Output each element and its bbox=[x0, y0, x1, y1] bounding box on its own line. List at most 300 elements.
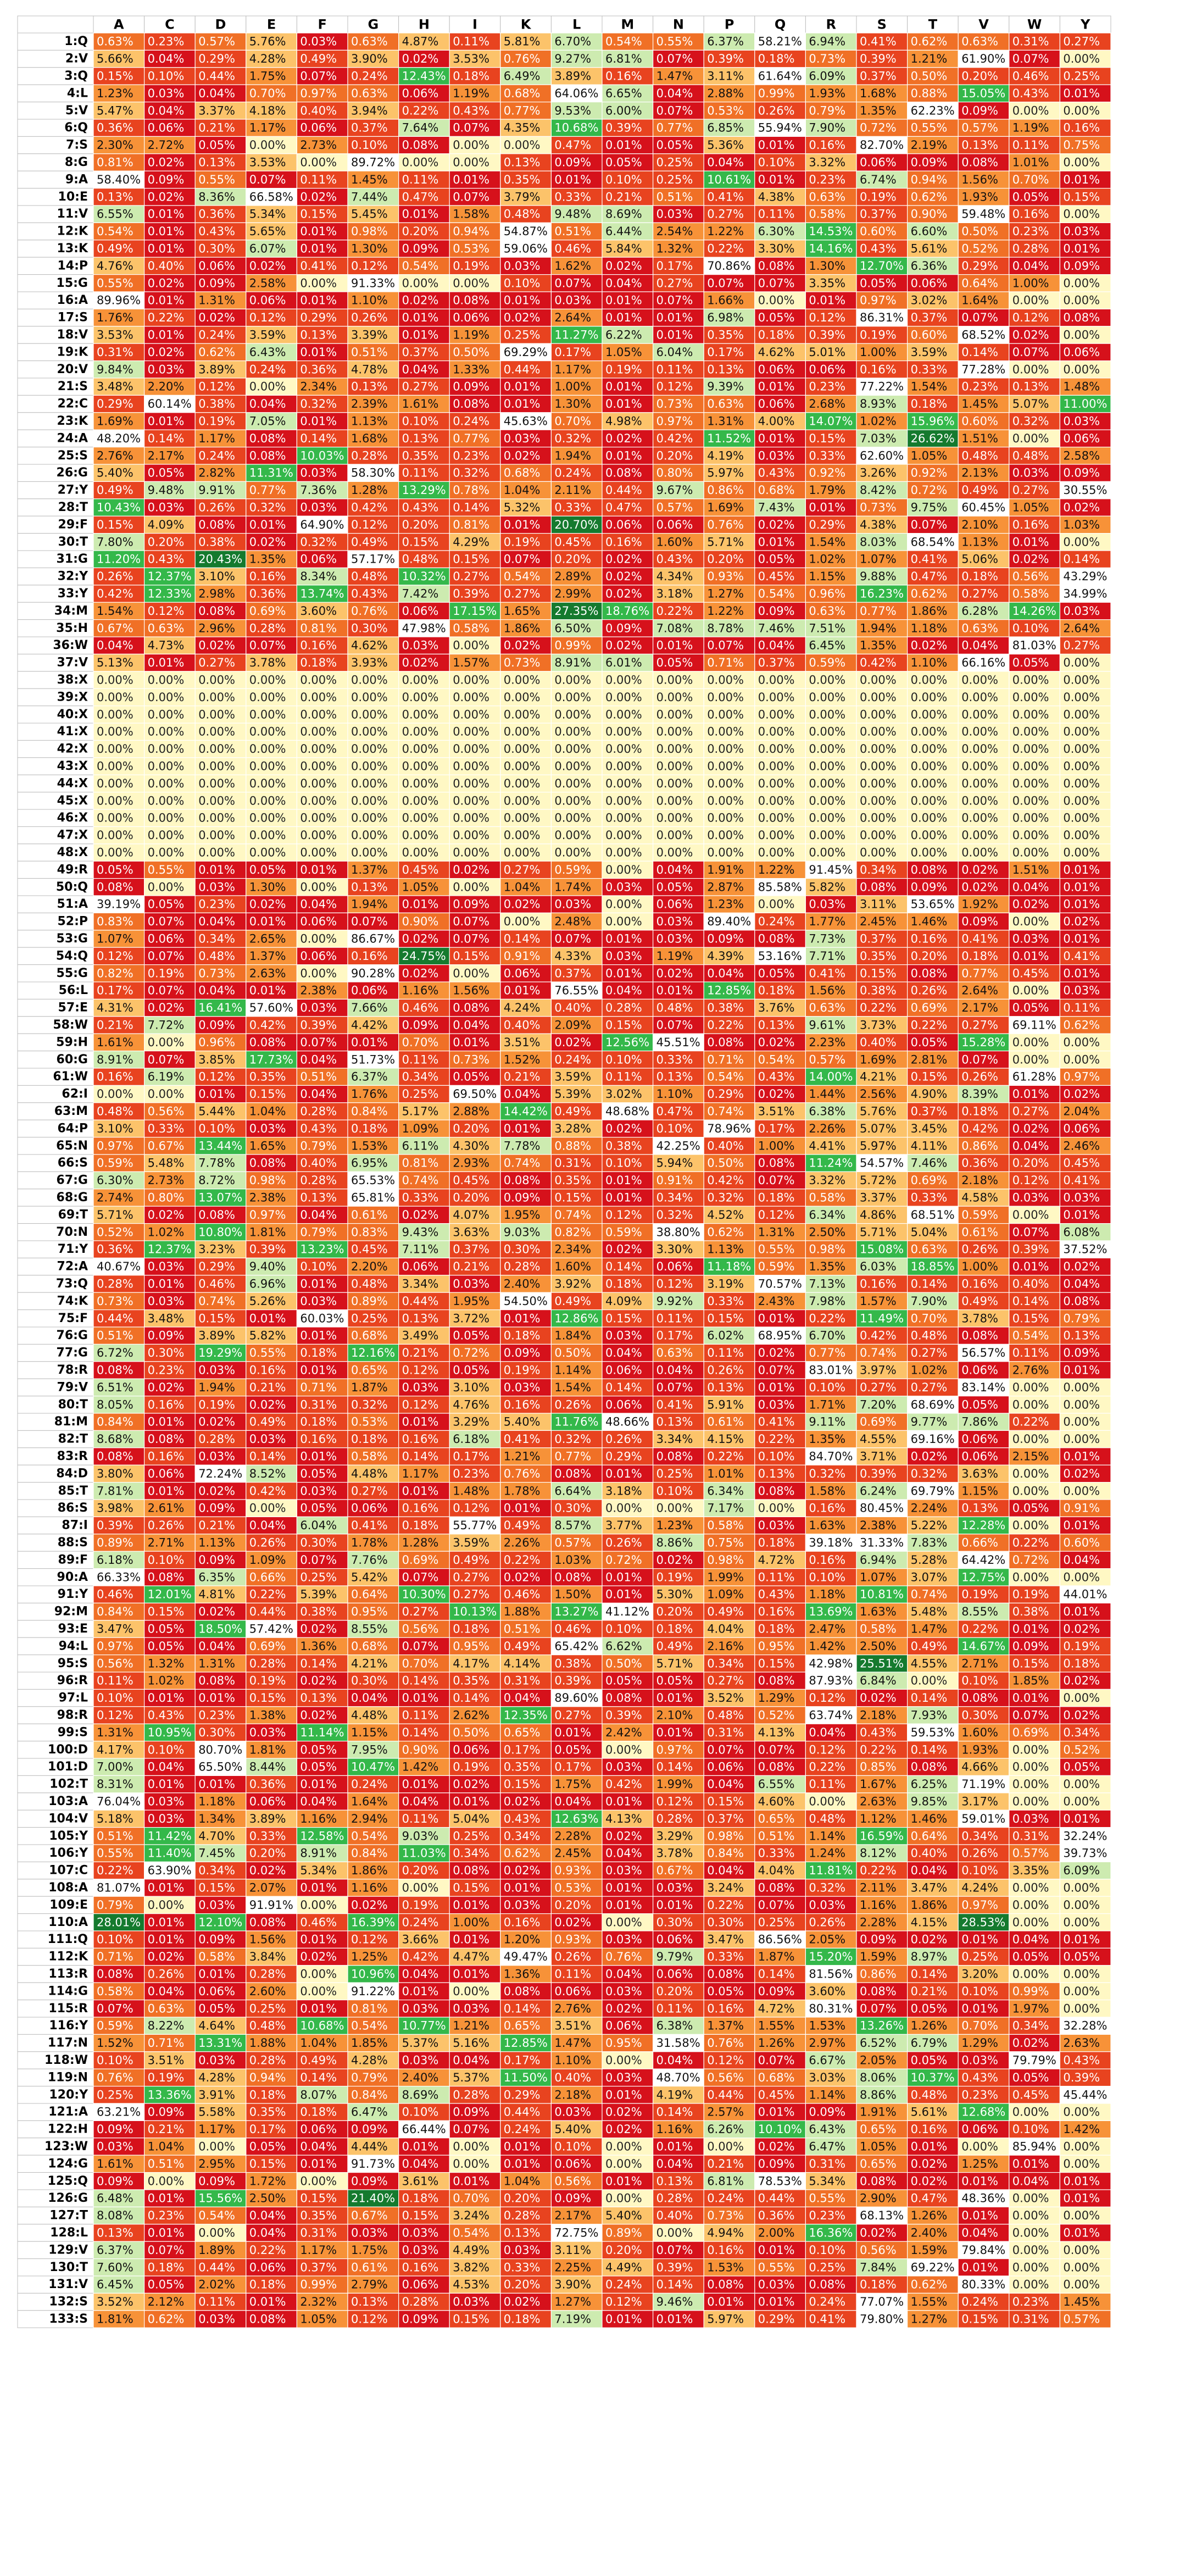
cell-value: 0.75% bbox=[1063, 138, 1100, 152]
cell-value: 0.09% bbox=[148, 1329, 185, 1342]
cell-value: 3.79% bbox=[504, 190, 541, 203]
cell-value: 37.52% bbox=[1063, 1243, 1107, 1256]
cell-value: 3.60% bbox=[300, 604, 337, 618]
cell-value: 0.27% bbox=[961, 587, 998, 601]
cell-value: 0.65% bbox=[758, 1812, 795, 1825]
row-label: 72:A bbox=[57, 1260, 88, 1274]
cell-value: 0.00% bbox=[1063, 208, 1100, 221]
cell-value: 3.59% bbox=[249, 329, 286, 342]
cell-value: 0.05% bbox=[300, 1502, 337, 1515]
cell-value: 0.00% bbox=[758, 794, 795, 807]
cell-value: 0.06% bbox=[860, 156, 897, 169]
cell-value: 0.03% bbox=[656, 208, 693, 221]
cell-value: 0.11% bbox=[402, 1812, 439, 1825]
cell-value: 1.52% bbox=[97, 2036, 133, 2050]
row-label: 103:A bbox=[48, 1795, 88, 1808]
cell-value: 16.23% bbox=[860, 587, 904, 601]
cell-value: 0.96% bbox=[198, 1036, 235, 1049]
cell-value: 0.08% bbox=[758, 1674, 795, 1687]
cell-value: 0.15% bbox=[860, 967, 897, 980]
cell-value: 64.06% bbox=[554, 87, 598, 100]
cell-value: 44.01% bbox=[1063, 1588, 1107, 1601]
cell-value: 0.01% bbox=[809, 294, 845, 307]
cell-value: 0.97% bbox=[656, 415, 693, 428]
cell-value: 0.00% bbox=[148, 846, 185, 859]
cell-value: 1.05% bbox=[1012, 501, 1049, 514]
cell-value: 8.52% bbox=[249, 1467, 286, 1480]
cell-value: 7.64% bbox=[402, 121, 439, 135]
cell-value: 0.07% bbox=[656, 294, 693, 307]
cell-value: 0.09% bbox=[198, 1019, 235, 1032]
cell-value: 0.01% bbox=[504, 518, 541, 531]
cell-value: 0.83% bbox=[351, 1225, 388, 1239]
cell-value: 0.09% bbox=[707, 932, 744, 946]
cell-value: 0.07% bbox=[1012, 1709, 1049, 1722]
cell-value: 1.68% bbox=[860, 87, 897, 100]
cell-value: 0.06% bbox=[554, 1985, 591, 1998]
cell-value: 0.00% bbox=[97, 691, 133, 704]
row-label: 15:G bbox=[57, 276, 88, 290]
cell-value: 1.31% bbox=[198, 1657, 235, 1670]
cell-value: 0.00% bbox=[758, 725, 795, 739]
cell-value: 2.05% bbox=[809, 1933, 845, 1946]
cell-value: 2.05% bbox=[860, 2054, 897, 2067]
row-label: 12:K bbox=[57, 225, 88, 238]
cell-value: 0.70% bbox=[961, 2019, 998, 2033]
cell-value: 0.09% bbox=[198, 1933, 235, 1946]
cell-value: 0.10% bbox=[809, 1570, 845, 1584]
cell-value: 0.43% bbox=[351, 587, 388, 601]
cell-value: 0.22% bbox=[809, 1312, 845, 1325]
cell-value: 0.00% bbox=[1063, 1968, 1100, 1981]
cell-value: 0.55% bbox=[198, 173, 235, 186]
cell-value: 69.50% bbox=[453, 1087, 497, 1101]
cell-value: 0.04% bbox=[707, 1864, 744, 1877]
cell-value: 0.00% bbox=[911, 794, 948, 807]
cell-value: 0.03% bbox=[554, 898, 591, 911]
cell-value: 32.28% bbox=[1063, 2019, 1107, 2033]
cell-value: 0.20% bbox=[402, 1864, 439, 1877]
cell-value: 0.15% bbox=[707, 1795, 744, 1808]
cell-value: 0.30% bbox=[554, 1502, 591, 1515]
cell-value: 0.02% bbox=[148, 1950, 185, 1963]
cell-value: 0.00% bbox=[1063, 812, 1100, 825]
cell-value: 1.54% bbox=[911, 380, 948, 393]
cell-value: 0.02% bbox=[198, 1484, 235, 1497]
cell-value: 0.01% bbox=[758, 138, 795, 152]
cell-value: 5.34% bbox=[300, 1864, 337, 1877]
row-label: 5:V bbox=[65, 104, 88, 118]
cell-value: 0.00% bbox=[1012, 1881, 1049, 1895]
cell-value: 0.34% bbox=[402, 1070, 439, 1084]
cell-value: 3.97% bbox=[860, 1364, 897, 1377]
cell-value: 55.77% bbox=[453, 1519, 497, 1532]
cell-value: 0.00% bbox=[1012, 432, 1049, 445]
cell-value: 0.02% bbox=[605, 639, 642, 652]
cell-value: 8.39% bbox=[961, 1087, 998, 1101]
cell-value: 0.00% bbox=[351, 674, 388, 687]
cell-value: 7.43% bbox=[758, 501, 795, 514]
cell-value: 0.19% bbox=[249, 1674, 286, 1687]
cell-value: 0.83% bbox=[97, 915, 133, 928]
cell-value: 0.20% bbox=[961, 70, 998, 83]
cell-value: 0.05% bbox=[758, 553, 795, 566]
cell-value: 0.00% bbox=[809, 725, 845, 739]
cell-value: 0.20% bbox=[402, 225, 439, 238]
cell-value: 4.64% bbox=[198, 2019, 235, 2033]
row-label: 46:X bbox=[57, 811, 88, 825]
cell-value: 0.05% bbox=[1012, 190, 1049, 203]
cell-value: 0.38% bbox=[707, 1001, 744, 1014]
cell-value: 0.00% bbox=[1063, 760, 1100, 773]
cell-value: 0.12% bbox=[656, 380, 693, 393]
cell-value: 0.56% bbox=[402, 1623, 439, 1636]
cell-value: 0.11% bbox=[656, 2002, 693, 2015]
cell-value: 0.21% bbox=[198, 1519, 235, 1532]
cell-value: 0.16% bbox=[707, 2002, 744, 2015]
cell-value: 0.00% bbox=[656, 1502, 693, 1515]
cell-value: 0.49% bbox=[300, 2054, 337, 2067]
row-label: 109:E bbox=[49, 1898, 88, 1912]
cell-value: 10.61% bbox=[707, 173, 751, 186]
cell-value: 0.27% bbox=[961, 1019, 998, 1032]
cell-value: 1.56% bbox=[809, 984, 845, 997]
cell-value: 0.14% bbox=[249, 1450, 286, 1463]
cell-value: 0.03% bbox=[1012, 1812, 1049, 1825]
cell-value: 0.34% bbox=[860, 863, 897, 876]
cell-value: 0.00% bbox=[605, 812, 642, 825]
cell-value: 1.46% bbox=[911, 1812, 948, 1825]
cell-value: 0.71% bbox=[148, 2036, 185, 2050]
cell-value: 0.77% bbox=[554, 1450, 591, 1463]
cell-value: 0.45% bbox=[351, 1243, 388, 1256]
cell-value: 0.01% bbox=[504, 380, 541, 393]
row-label: 83:R bbox=[57, 1450, 88, 1463]
cell-value: 1.17% bbox=[554, 363, 591, 376]
cell-value: 1.01% bbox=[1012, 156, 1049, 169]
cell-value: 1.19% bbox=[453, 87, 489, 100]
cell-value: 2.76% bbox=[1012, 1364, 1049, 1377]
cell-value: 2.60% bbox=[249, 1985, 286, 1998]
cell-value: 3.72% bbox=[453, 1312, 489, 1325]
cell-value: 6.52% bbox=[860, 2036, 897, 2050]
cell-value: 7.36% bbox=[300, 484, 337, 497]
cell-value: 1.05% bbox=[402, 880, 439, 893]
cell-value: 15.96% bbox=[911, 415, 955, 428]
cell-value: 1.66% bbox=[707, 294, 744, 307]
cell-value: 6.30% bbox=[758, 225, 795, 238]
cell-value: 68.54% bbox=[911, 535, 955, 548]
cell-value: 0.00% bbox=[1012, 794, 1049, 807]
cell-value: 11.49% bbox=[860, 1312, 904, 1325]
cell-value: 5.06% bbox=[961, 553, 998, 566]
cell-value: 11.52% bbox=[707, 432, 751, 445]
cell-value: 0.05% bbox=[1012, 1502, 1049, 1515]
cell-value: 14.67% bbox=[961, 1640, 1005, 1653]
cell-value: 1.25% bbox=[351, 1950, 388, 1963]
cell-value: 0.23% bbox=[198, 1709, 235, 1722]
cell-value: 3.02% bbox=[605, 1087, 642, 1101]
cell-value: 0.38% bbox=[605, 1139, 642, 1152]
cell-value: 0.65% bbox=[504, 1726, 541, 1739]
cell-value: 0.00% bbox=[554, 812, 591, 825]
cell-value: 0.51% bbox=[656, 190, 693, 203]
cell-value: 0.08% bbox=[758, 1157, 795, 1170]
cell-value: 0.82% bbox=[554, 1225, 591, 1239]
cell-value: 9.48% bbox=[554, 208, 591, 221]
cell-value: 0.27% bbox=[707, 208, 744, 221]
cell-value: 0.00% bbox=[198, 742, 235, 756]
cell-value: 0.97% bbox=[961, 1898, 998, 1912]
cell-value: 0.03% bbox=[1012, 932, 1049, 946]
cell-value: 0.07% bbox=[656, 1381, 693, 1394]
cell-value: 0.26% bbox=[554, 1950, 591, 1963]
cell-value: 0.12% bbox=[351, 1933, 388, 1946]
cell-value: 0.26% bbox=[198, 501, 235, 514]
cell-value: 2.73% bbox=[300, 138, 337, 152]
cell-value: 0.54% bbox=[402, 259, 439, 273]
cell-value: 2.15% bbox=[1012, 1450, 1049, 1463]
cell-value: 0.08% bbox=[961, 1691, 998, 1705]
cell-value: 0.01% bbox=[402, 208, 439, 221]
cell-value: 3.30% bbox=[758, 242, 795, 256]
cell-value: 0.04% bbox=[1012, 1933, 1049, 1946]
row-label: 28:T bbox=[58, 501, 88, 514]
cell-value: 0.00% bbox=[860, 674, 897, 687]
cell-value: 0.77% bbox=[453, 432, 489, 445]
cell-value: 0.44% bbox=[402, 1295, 439, 1308]
cell-value: 0.00% bbox=[605, 915, 642, 928]
cell-value: 0.01% bbox=[148, 1484, 185, 1497]
cell-value: 1.36% bbox=[300, 1640, 337, 1653]
cell-value: 1.22% bbox=[707, 225, 744, 238]
cell-value: 12.43% bbox=[402, 70, 446, 83]
cell-value: 60.45% bbox=[961, 501, 1005, 514]
column-header: M bbox=[621, 17, 634, 32]
cell-value: 1.15% bbox=[351, 1726, 388, 1739]
cell-value: 0.04% bbox=[402, 363, 439, 376]
cell-value: 10.13% bbox=[453, 1605, 497, 1618]
cell-value: 45.51% bbox=[656, 1036, 700, 1049]
cell-value: 0.22% bbox=[911, 1019, 948, 1032]
cell-value: 0.23% bbox=[453, 449, 489, 462]
cell-value: 0.77% bbox=[656, 121, 693, 135]
cell-value: 2.45% bbox=[554, 1847, 591, 1860]
cell-value: 5.65% bbox=[249, 225, 286, 238]
row-label: 4:L bbox=[67, 86, 88, 100]
cell-value: 0.31% bbox=[97, 346, 133, 359]
cell-value: 1.02% bbox=[148, 1674, 185, 1687]
cell-value: 1.19% bbox=[1012, 121, 1049, 135]
cell-value: 9.48% bbox=[148, 484, 185, 497]
cell-value: 0.49% bbox=[707, 1605, 744, 1618]
cell-value: 0.84% bbox=[97, 1415, 133, 1429]
cell-value: 7.73% bbox=[809, 932, 845, 946]
cell-value: 0.72% bbox=[860, 121, 897, 135]
cell-value: 0.15% bbox=[1012, 1657, 1049, 1670]
cell-value: 5.07% bbox=[1012, 397, 1049, 410]
cell-value: 0.00% bbox=[707, 846, 744, 859]
cell-value: 0.45% bbox=[1012, 967, 1049, 980]
row-label: 40:X bbox=[57, 708, 88, 721]
column-header: L bbox=[572, 17, 581, 32]
cell-value: 1.78% bbox=[504, 1484, 541, 1497]
cell-value: 1.36% bbox=[504, 1968, 541, 1981]
cell-value: 0.03% bbox=[656, 932, 693, 946]
cell-value: 83.14% bbox=[961, 1381, 1005, 1394]
cell-value: 0.40% bbox=[148, 259, 185, 273]
cell-value: 0.51% bbox=[351, 346, 388, 359]
cell-value: 58.30% bbox=[351, 467, 395, 480]
cell-value: 0.12% bbox=[656, 1278, 693, 1291]
cell-value: 0.08% bbox=[148, 1570, 185, 1584]
cell-value: 0.00% bbox=[656, 760, 693, 773]
cell-value: 0.00% bbox=[1063, 52, 1100, 65]
cell-value: 19.29% bbox=[198, 1346, 242, 1359]
cell-value: 6.64% bbox=[554, 1484, 591, 1497]
cell-value: 5.01% bbox=[809, 346, 845, 359]
cell-value: 8.42% bbox=[860, 484, 897, 497]
cell-value: 0.26% bbox=[605, 1433, 642, 1446]
row-label: 49:R bbox=[57, 863, 88, 876]
cell-value: 0.88% bbox=[911, 87, 948, 100]
cell-value: 0.04% bbox=[198, 1640, 235, 1653]
cell-value: 0.79% bbox=[97, 1898, 133, 1912]
cell-value: 0.37% bbox=[402, 346, 439, 359]
cell-value: 0.00% bbox=[300, 829, 337, 842]
cell-value: 0.03% bbox=[300, 1295, 337, 1308]
cell-value: 1.88% bbox=[504, 1605, 541, 1618]
cell-value: 0.08% bbox=[758, 259, 795, 273]
cell-value: 1.16% bbox=[300, 1812, 337, 1825]
cell-value: 2.81% bbox=[911, 1053, 948, 1066]
cell-value: 0.36% bbox=[198, 208, 235, 221]
cell-value: 0.00% bbox=[351, 742, 388, 756]
cell-value: 2.87% bbox=[707, 880, 744, 893]
cell-value: 69.29% bbox=[504, 346, 548, 359]
cell-value: 0.15% bbox=[453, 950, 489, 963]
column-header: D bbox=[215, 17, 226, 32]
cell-value: 0.15% bbox=[97, 518, 133, 531]
cell-value: 2.50% bbox=[809, 1225, 845, 1239]
cell-value: 6.04% bbox=[300, 1519, 337, 1532]
cell-value: 0.02% bbox=[656, 967, 693, 980]
cell-value: 0.00% bbox=[504, 794, 541, 807]
cell-value: 6.34% bbox=[809, 1208, 845, 1222]
cell-value: 0.00% bbox=[402, 725, 439, 739]
cell-value: 5.84% bbox=[605, 242, 642, 256]
cell-value: 0.00% bbox=[1063, 725, 1100, 739]
cell-value: 1.95% bbox=[453, 1295, 489, 1308]
cell-value: 0.00% bbox=[97, 777, 133, 790]
cell-value: 8.44% bbox=[249, 1761, 286, 1774]
cell-value: 0.28% bbox=[198, 1433, 235, 1446]
cell-value: 0.00% bbox=[1012, 1761, 1049, 1774]
cell-value: 0.02% bbox=[961, 863, 998, 876]
cell-value: 0.99% bbox=[554, 639, 591, 652]
cell-value: 0.55% bbox=[656, 35, 693, 48]
cell-value: 0.43% bbox=[300, 1122, 337, 1135]
cell-value: 7.90% bbox=[911, 1295, 948, 1308]
cell-value: 4.38% bbox=[860, 518, 897, 531]
cell-value: 0.00% bbox=[1012, 777, 1049, 790]
cell-value: 0.20% bbox=[656, 1605, 693, 1618]
cell-value: 0.08% bbox=[860, 880, 897, 893]
cell-value: 0.00% bbox=[198, 829, 235, 842]
cell-value: 0.06% bbox=[758, 363, 795, 376]
cell-value: 0.48% bbox=[707, 1709, 744, 1722]
cell-value: 0.01% bbox=[453, 1898, 489, 1912]
cell-value: 0.50% bbox=[961, 225, 998, 238]
cell-value: 0.42% bbox=[97, 587, 133, 601]
cell-value: 91.22% bbox=[351, 1985, 395, 1998]
cell-value: 0.73% bbox=[656, 397, 693, 410]
cell-value: 0.07% bbox=[148, 984, 185, 997]
cell-value: 1.65% bbox=[504, 604, 541, 618]
cell-value: 0.71% bbox=[97, 1950, 133, 1963]
cell-value: 80.31% bbox=[809, 2002, 853, 2015]
cell-value: 0.02% bbox=[1063, 1623, 1100, 1636]
cell-value: 0.04% bbox=[148, 1985, 185, 1998]
cell-value: 1.56% bbox=[453, 984, 489, 997]
cell-value: 0.62% bbox=[198, 346, 235, 359]
cell-value: 0.01% bbox=[402, 1985, 439, 1998]
cell-value: 0.79% bbox=[300, 1225, 337, 1239]
cell-value: 1.05% bbox=[605, 346, 642, 359]
cell-value: 0.07% bbox=[758, 1743, 795, 1756]
cell-value: 0.76% bbox=[504, 1467, 541, 1480]
cell-value: 9.43% bbox=[402, 1225, 439, 1239]
cell-value: 2.48% bbox=[554, 915, 591, 928]
cell-value: 0.00% bbox=[1063, 1415, 1100, 1429]
cell-value: 7.20% bbox=[860, 1398, 897, 1411]
row-label: 79:V bbox=[57, 1380, 88, 1394]
cell-value: 0.20% bbox=[1012, 1157, 1049, 1170]
cell-value: 0.00% bbox=[605, 674, 642, 687]
cell-value: 0.90% bbox=[402, 1743, 439, 1756]
cell-value: 0.10% bbox=[351, 138, 388, 152]
cell-value: 0.01% bbox=[605, 1795, 642, 1808]
cell-value: 1.04% bbox=[504, 880, 541, 893]
row-label: 86:S bbox=[58, 1501, 88, 1515]
cell-value: 0.00% bbox=[707, 725, 744, 739]
cell-value: 0.54% bbox=[758, 1053, 795, 1066]
cell-value: 3.49% bbox=[402, 1329, 439, 1342]
cell-value: 0.50% bbox=[453, 1726, 489, 1739]
cell-value: 2.76% bbox=[97, 449, 133, 462]
cell-value: 0.00% bbox=[402, 846, 439, 859]
column-header: P bbox=[725, 17, 734, 32]
cell-value: 0.07% bbox=[707, 639, 744, 652]
cell-value: 0.11% bbox=[1012, 1346, 1049, 1359]
cell-value: 1.86% bbox=[911, 1898, 948, 1912]
cell-value: 0.04% bbox=[911, 1864, 948, 1877]
cell-value: 0.00% bbox=[1063, 846, 1100, 859]
cell-value: 0.00% bbox=[707, 794, 744, 807]
cell-value: 4.04% bbox=[707, 1623, 744, 1636]
cell-value: 6.51% bbox=[97, 1381, 133, 1394]
cell-value: 12.58% bbox=[300, 1829, 344, 1842]
cell-value: 0.84% bbox=[97, 1605, 133, 1618]
cell-value: 0.33% bbox=[707, 1295, 744, 1308]
cell-value: 0.30% bbox=[198, 242, 235, 256]
cell-value: 3.32% bbox=[809, 156, 845, 169]
cell-value: 1.84% bbox=[554, 1329, 591, 1342]
cell-value: 0.84% bbox=[351, 1847, 388, 1860]
cell-value: 0.20% bbox=[707, 553, 744, 566]
cell-value: 0.00% bbox=[1012, 1036, 1049, 1049]
cell-value: 0.07% bbox=[453, 915, 489, 928]
